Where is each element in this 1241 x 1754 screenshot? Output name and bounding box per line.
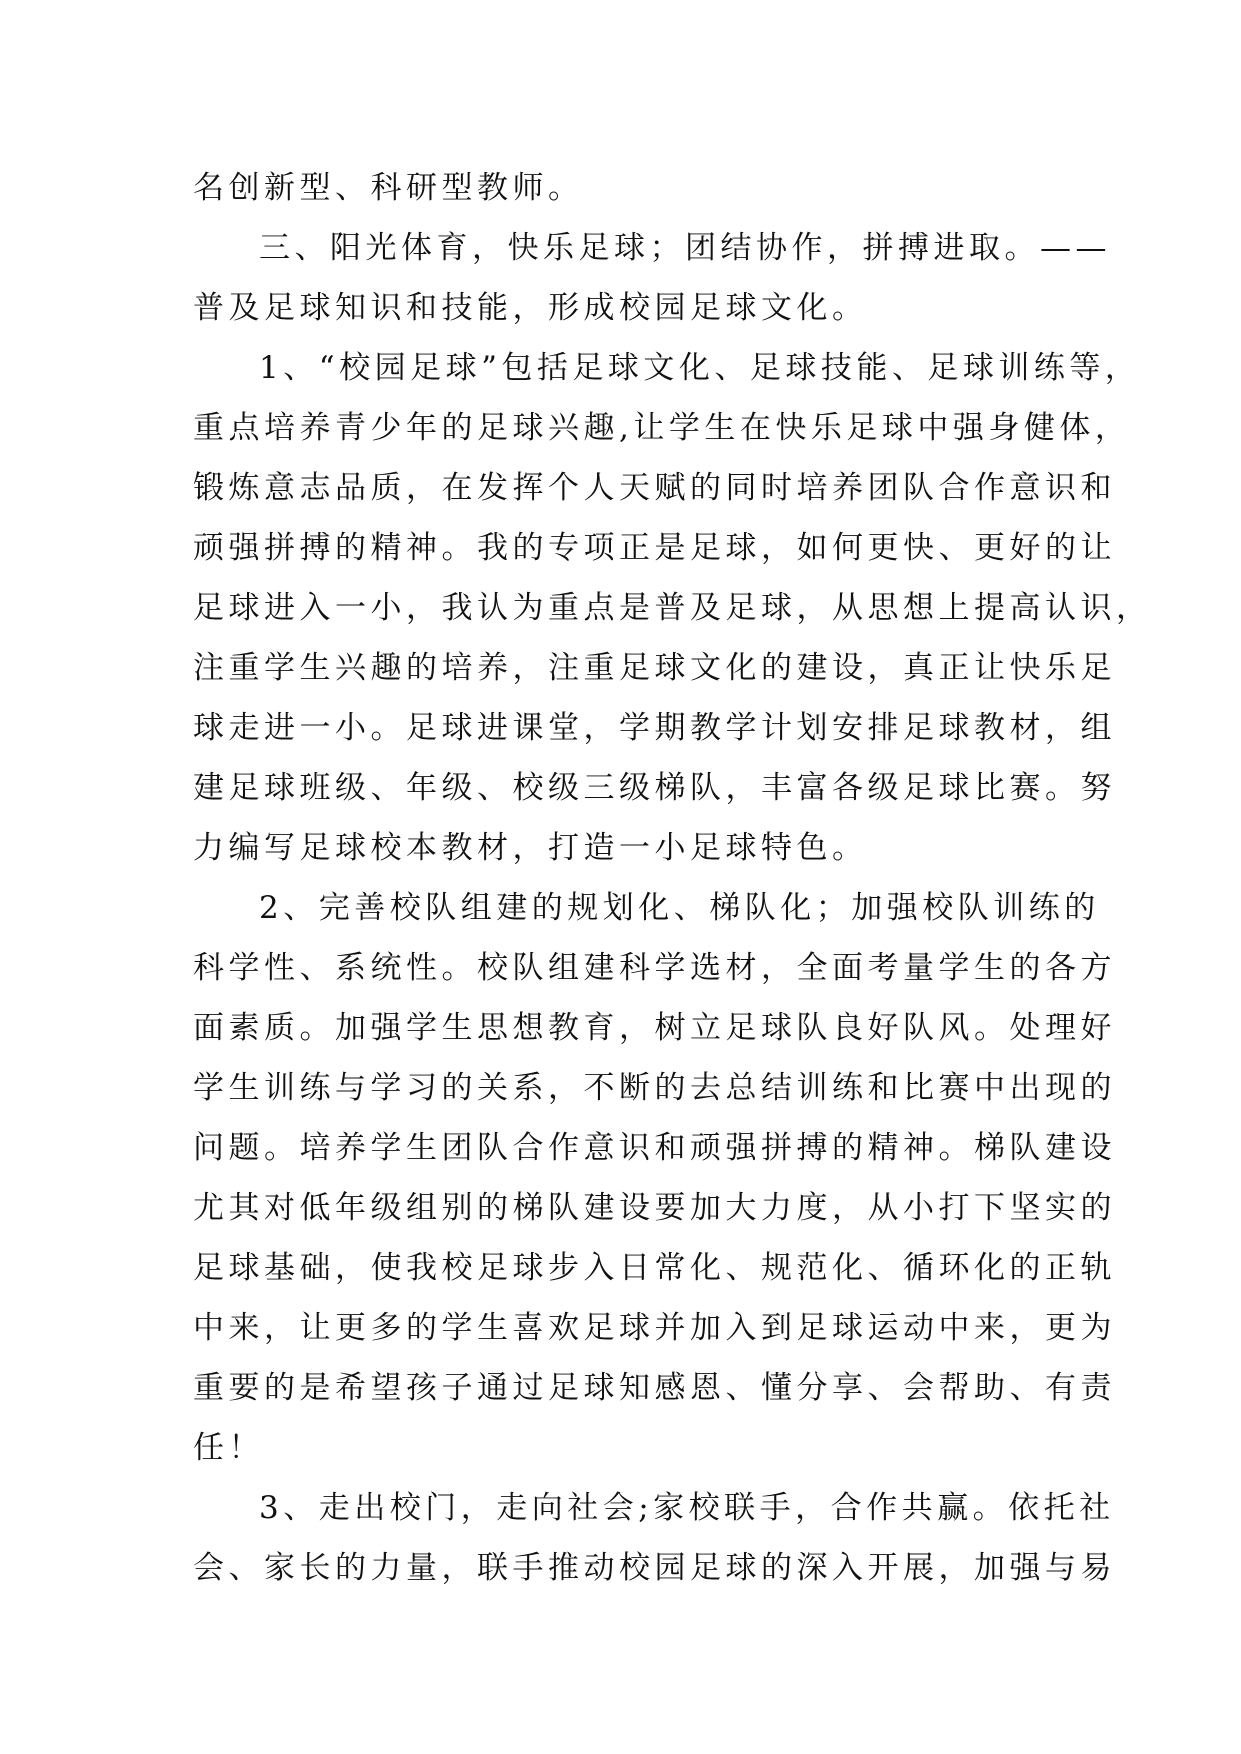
text-line: 名创新型、科研型教师。 bbox=[193, 170, 584, 206]
text-line: 尤其对低年级组别的梯队建设要加大力度，从小打下坚实的 bbox=[193, 1190, 1116, 1226]
text-line: 问题。培养学生团队合作意识和顽强拼搏的精神。梯队建设 bbox=[193, 1130, 1116, 1166]
text-line: 科学性、系统性。校队组建科学选材，全面考量学生的各方 bbox=[193, 950, 1116, 986]
paragraph-start: 1、“校园足球”包括足球文化、足球技能、足球训练等， bbox=[259, 350, 1141, 386]
text-line: 任！ bbox=[193, 1430, 264, 1466]
text-line: 重点培养青少年的足球兴趣,让学生在快乐足球中强身健体， bbox=[193, 410, 1131, 446]
text-line: 中来，让更多的学生喜欢足球并加入到足球运动中来，更为 bbox=[193, 1310, 1116, 1346]
text-line: 面素质。加强学生思想教育，树立足球队良好队风。处理好 bbox=[193, 1010, 1116, 1046]
text-line: 注重学生兴趣的培养，注重足球文化的建设，真正让快乐足 bbox=[193, 650, 1116, 686]
paragraph-start: 3、走出校门，走向社会;家校联手，合作共赢。依托社 bbox=[259, 1490, 1115, 1526]
text-line: 球走进一小。足球进课堂，学期教学计划安排足球教材，组 bbox=[193, 710, 1116, 746]
text-line: 顽强拼搏的精神。我的专项正是足球，如何更快、更好的让 bbox=[193, 530, 1116, 566]
text-line: 足球基础，使我校足球步入日常化、规范化、循环化的正轨 bbox=[193, 1250, 1116, 1286]
text-line: 会、家长的力量，联手推动校园足球的深入开展，加强与易 bbox=[193, 1550, 1116, 1586]
text-line: 锻炼意志品质，在发挥个人天赋的同时培养团队合作意识和 bbox=[193, 470, 1116, 506]
paragraph-start: 2、完善校队组建的规划化、梯队化；加强校队训练的 bbox=[259, 890, 1100, 926]
text-line: 学生训练与学习的关系，不断的去总结训练和比赛中出现的 bbox=[193, 1070, 1116, 1106]
text-line: 建足球班级、年级、校级三级梯队，丰富各级足球比赛。努 bbox=[193, 770, 1116, 806]
section-heading: 三、阳光体育，快乐足球；团结协作，拼搏进取。—— bbox=[259, 230, 1111, 266]
text-line: 重要的是希望孩子通过足球知感恩、懂分享、会帮助、有责 bbox=[193, 1370, 1116, 1406]
document-body bbox=[193, 158, 1152, 1598]
text-line: 普及足球知识和技能，形成校园足球文化。 bbox=[193, 290, 868, 326]
text-line: 足球进入一小，我认为重点是普及足球，从思想上提高认识， bbox=[193, 590, 1152, 626]
text-line: 力编写足球校本教材，打造一小足球特色。 bbox=[193, 830, 868, 866]
